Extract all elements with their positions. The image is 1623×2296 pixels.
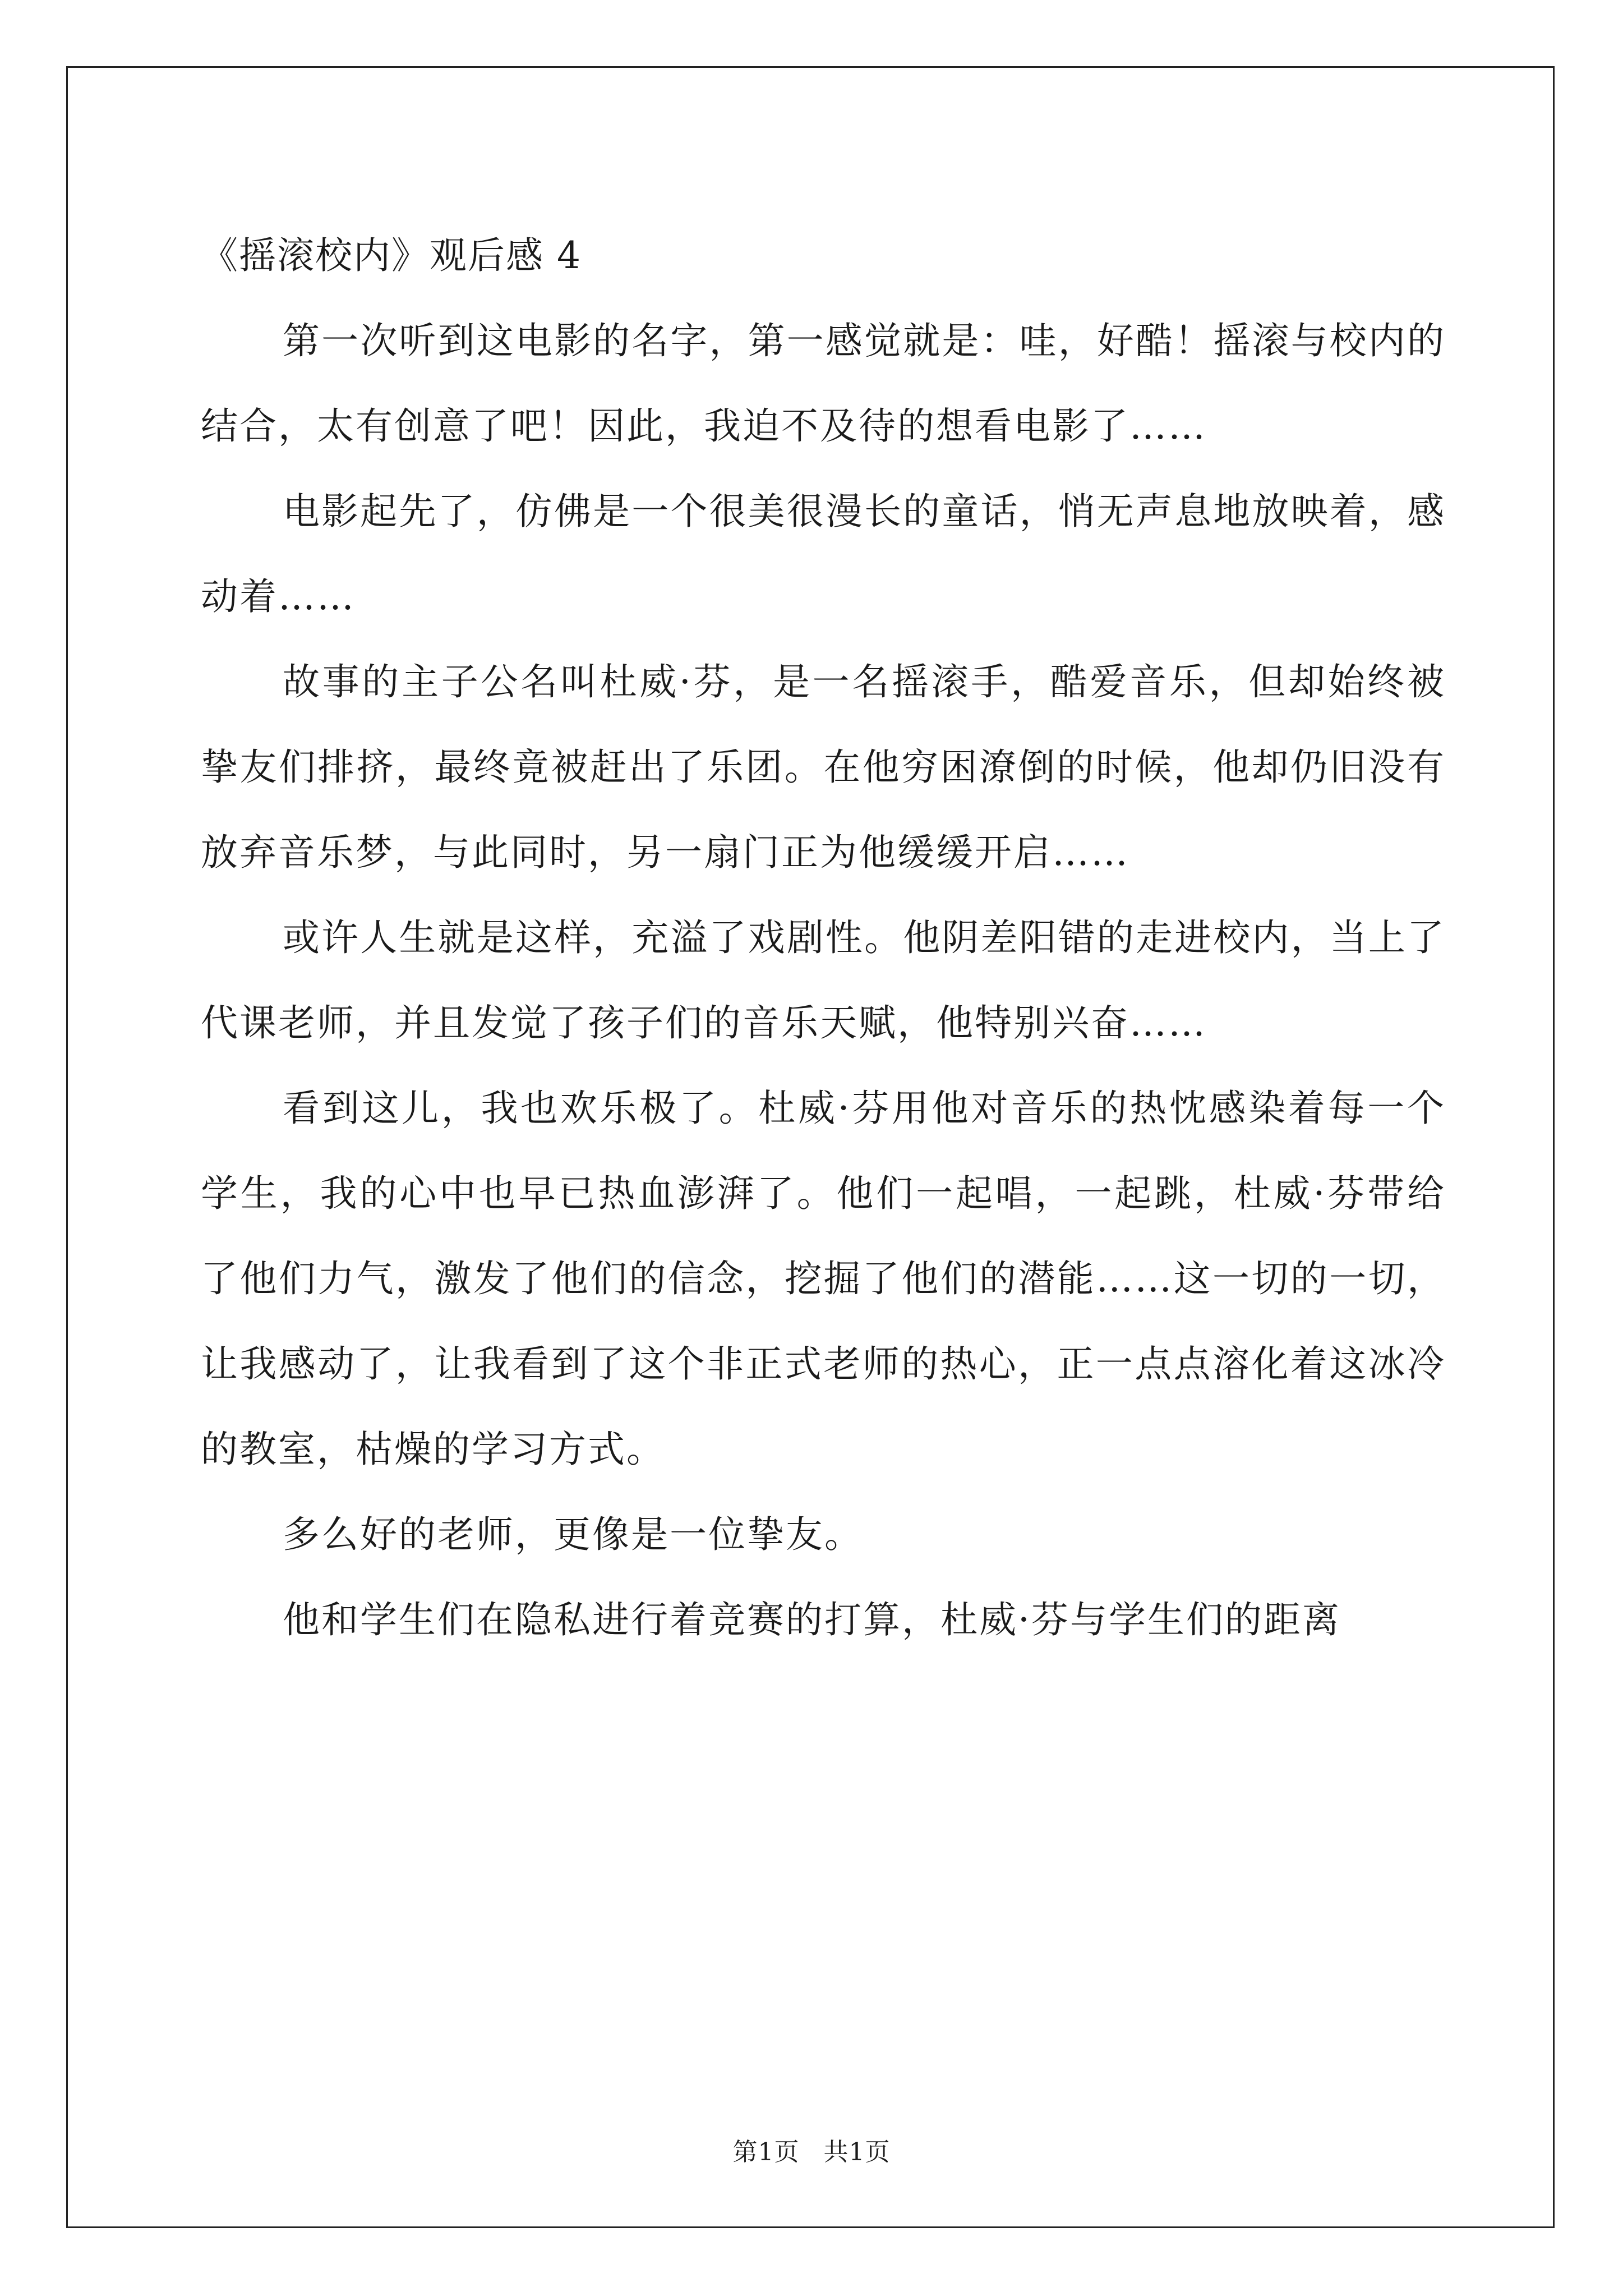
document-title: 《摇滚校内》观后感 4 [201, 234, 582, 277]
paragraph-3: 故事的主子公名叫杜威·芬，是一名摇滚手，酷爱音乐，但却始终被挚友们排挤，最终竟被赶出了乐团。在他穷困潦倒的时候，他却仍旧没有放弃音乐梦，与此同时，另一扇门正为他缓缓开启…… [201, 660, 1446, 874]
page-number: 第1页 [732, 2138, 800, 2166]
paragraph-2: 电影起先了，仿佛是一个很美很漫长的童话，悄无声息地放映着，感动着…… [201, 490, 1446, 618]
page-total: 共1页 [823, 2138, 891, 2166]
paragraph-5: 看到这儿，我也欢乐极了。杜威·芬用他对音乐的热忱感染着每一个学生，我的心中也早已热血澎湃了。他们一起唱，一起跳，杜威·芬带给了他们力气，激发了他们的信念，挖掘了他们的潜能……这一切的一切，让我感动了，让我看到了这个非正式老师的热心，正一点点溶化着这冰冷的教室，枯燥的学习方式。 [201, 1087, 1446, 1471]
paragraph-6: 多么好的老师，更像是一位挚友。 [283, 1513, 863, 1556]
paragraph-7: 他和学生们在隐私进行着竞赛的打算，杜威·芬与学生们的距离 [283, 1598, 1341, 1641]
document-body [201, 213, 1446, 1663]
paragraph-1: 第一次听到这电影的名字，第一感觉就是：哇，好酷！摇滚与校内的结合，太有创意了吧！因此，我迫不及待的想看电影了…… [201, 319, 1446, 448]
paragraph-4: 或许人生就是这样，充溢了戏剧性。他阴差阳错的走进校内，当上了代课老师，并且发觉了孩子们的音乐天赋，他特别兴奋…… [201, 916, 1446, 1045]
page-footer [0, 2132, 1623, 2168]
